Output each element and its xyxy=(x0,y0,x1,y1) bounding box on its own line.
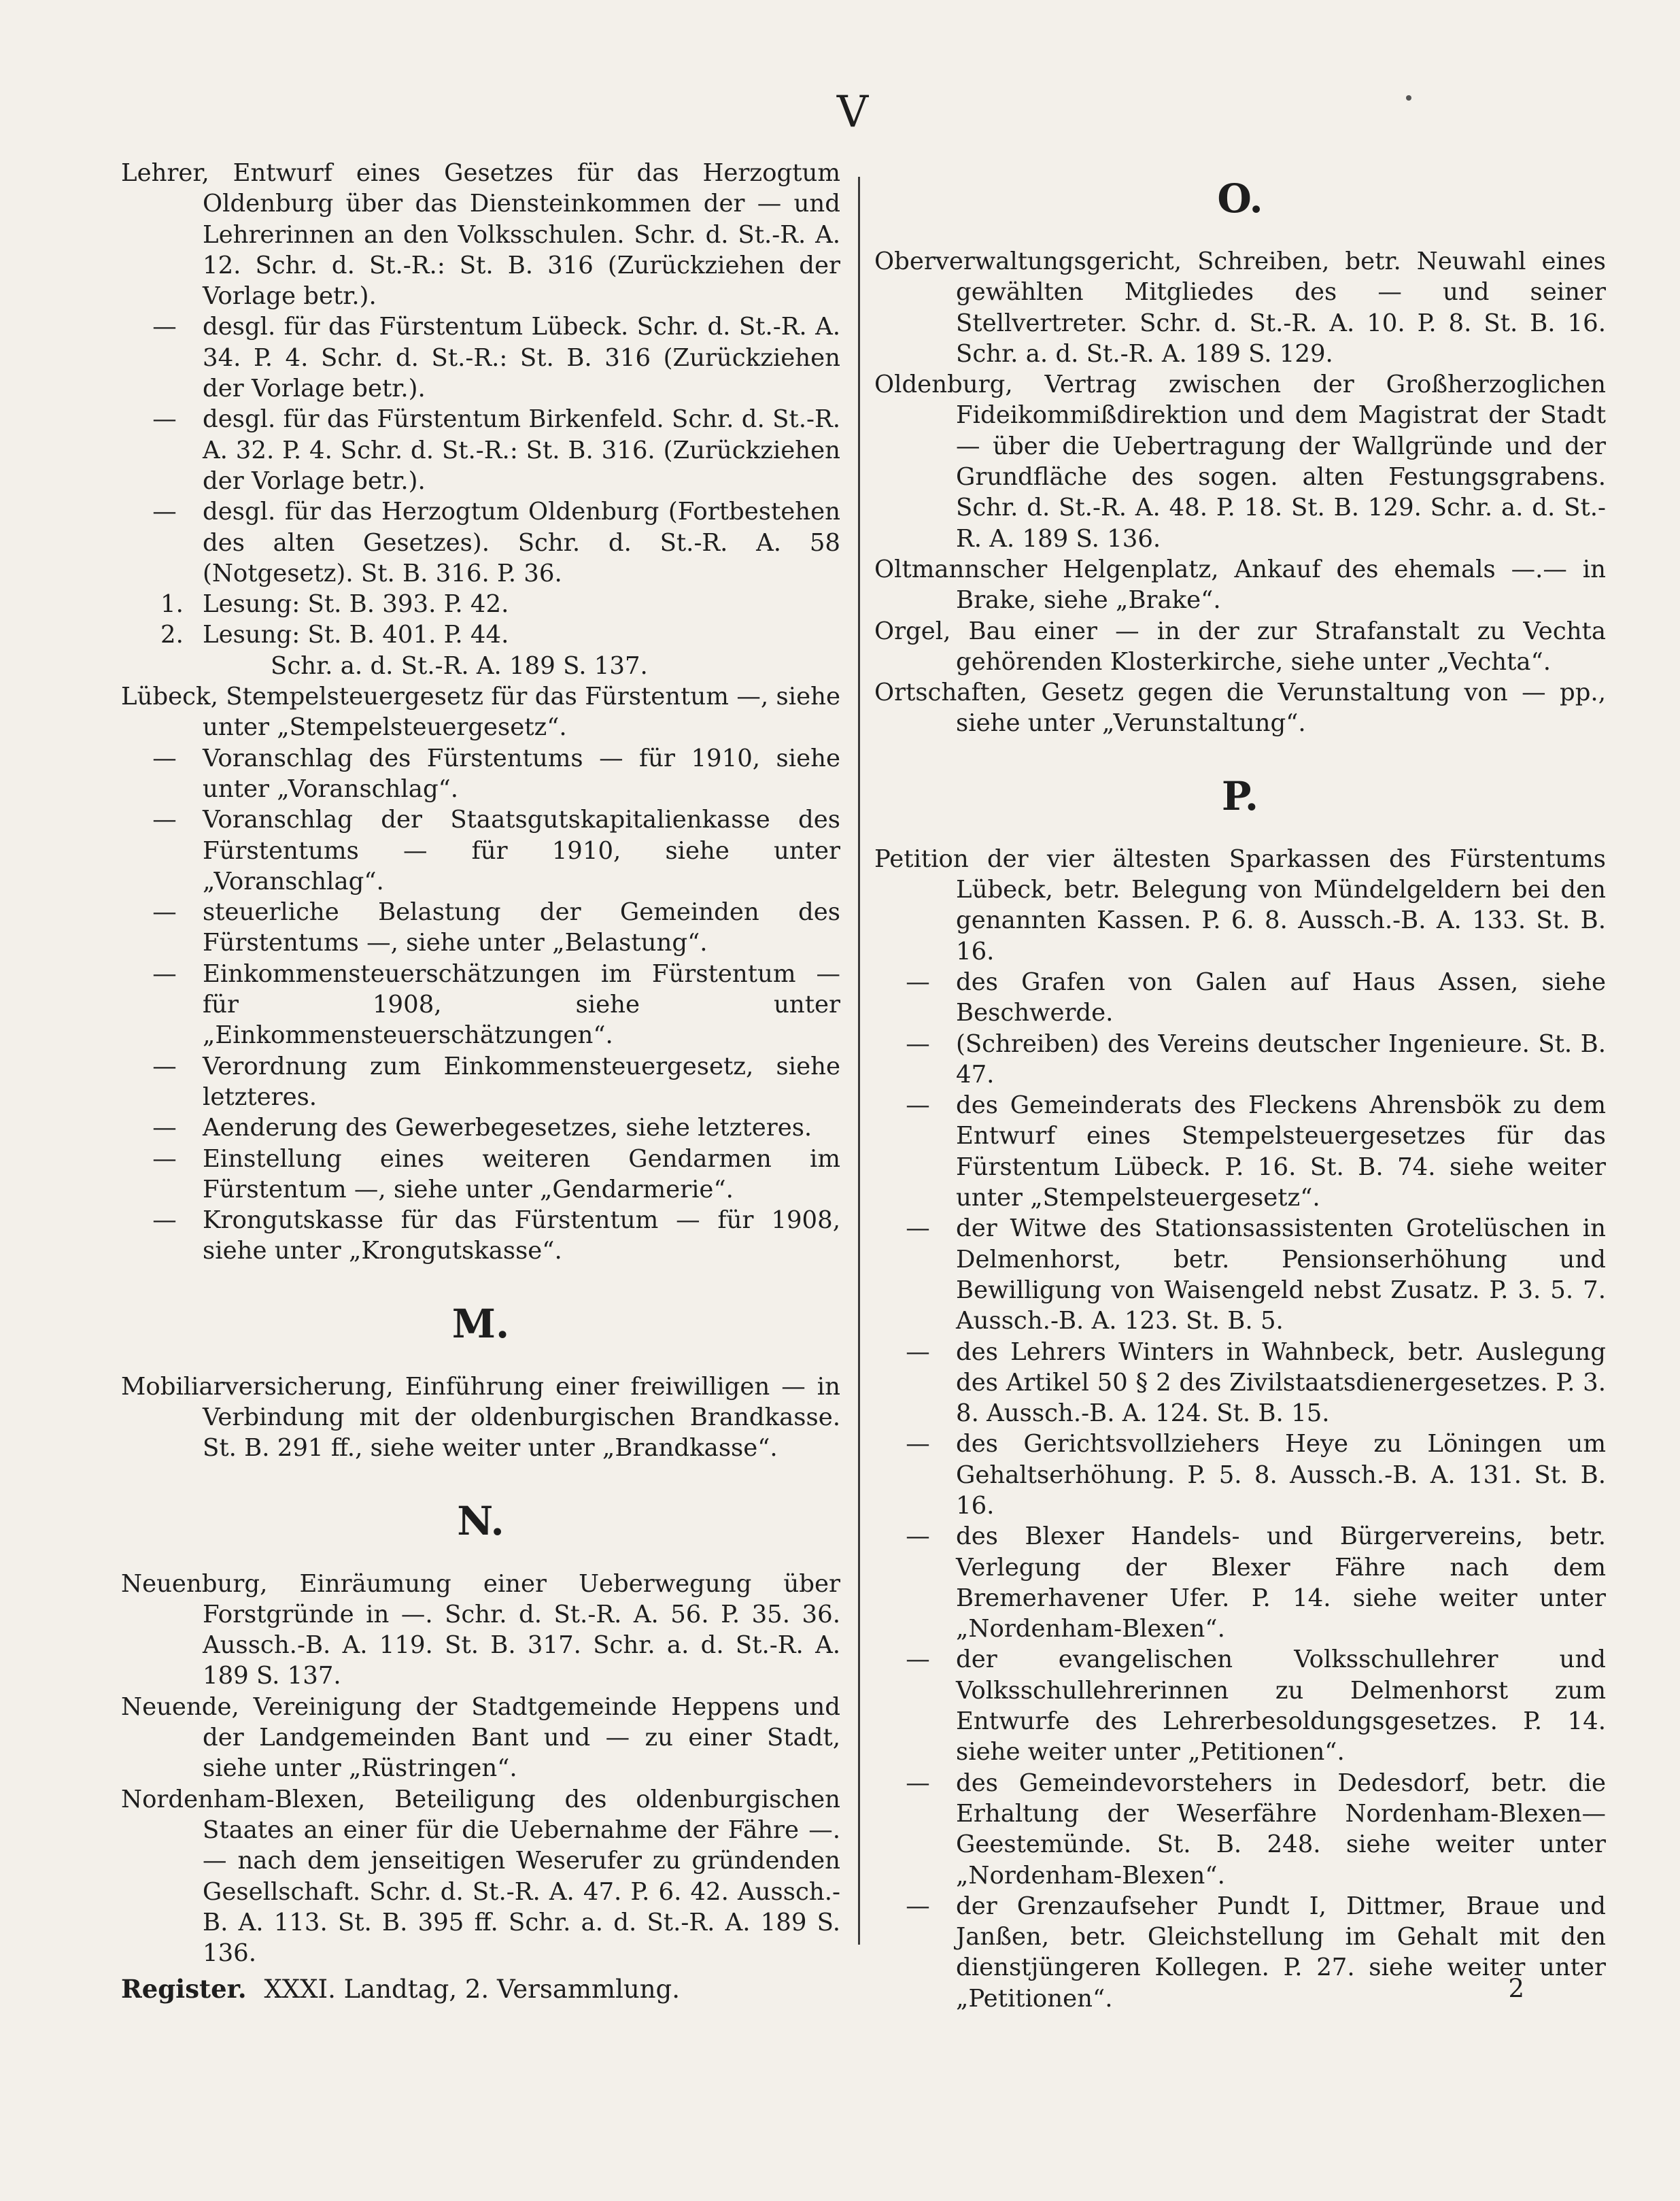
section-letter-n: N. xyxy=(457,1497,504,1544)
right-column xyxy=(874,158,1606,2014)
entry-text: Einkommensteuerschätzungen im Fürstentum — für 1908, siehe unter „Einkommensteuerschätzungen“. xyxy=(203,959,840,1050)
dash-mark: — xyxy=(906,1029,930,1058)
entry-text: (Schreiben) des Vereins deutscher Ingenieure. St. B. 47. xyxy=(956,1029,1606,1089)
entry-text: Verordnung zum Einkommensteuergesetz, siehe letzteres. xyxy=(203,1052,840,1111)
entry-nordenham-blexen: Nordenham-Blexen, Beteiligung des oldenburgischen Staates an einer für die Uebernahme der Fähre —.— nach dem jenseitigen Weserufer zu gründenden Gesellschaft. Schr. d. St.-R. A. 47. P. 6. 42. Aussch.-B. A. 113. St. B. 395 ff. Schr. a. d. St.-R. A. 189 S. 136. xyxy=(121,1785,840,1968)
entry-petition-sub xyxy=(874,1213,1606,1336)
section-letter-p: P. xyxy=(1221,772,1259,819)
footer-volume: XXXI. Landtag, 2. Versammlung. xyxy=(264,1975,681,2004)
entry-text: der Grenzaufseher Pundt I, Dittmer, Braue und Janßen, betr. Gleichstellung im Gehalt mit den dienstjüngeren Kollegen. P. 27. siehe weiter unter „Petitionen“. xyxy=(956,1892,1606,2013)
dash-mark: — xyxy=(152,498,177,526)
dash-mark: — xyxy=(152,1052,177,1080)
entry-lehrer-birkenfeld xyxy=(121,404,840,496)
entry-orgel: Orgel, Bau einer — in der zur Strafanstalt zu Vechta gehörenden Klosterkirche, siehe unter „Vechta“. xyxy=(874,617,1606,676)
footer-register: Register. xyxy=(121,1974,247,2004)
footer-sheet-number: 2 xyxy=(1508,1974,1524,2003)
dash-mark: — xyxy=(152,898,177,927)
entry-text: Voranschlag der Staatsgutskapitalienkasse des Fürstentums — für 1910, siehe unter „Voranschlag“. xyxy=(203,806,840,895)
page-footer xyxy=(121,1972,1606,2007)
dash-mark: — xyxy=(152,1144,177,1173)
section-letter-o: O. xyxy=(1217,175,1263,222)
page-number: V xyxy=(836,87,870,137)
entry-luebeck-sub xyxy=(121,959,840,1051)
dash-mark: — xyxy=(906,1091,930,1120)
entry-ortschaften: Ortschaften, Gesetz gegen die Verunstaltung von — pp., siehe unter „Verunstaltung“. xyxy=(874,679,1606,738)
entry-neuenburg: Neuenburg, Einräumung einer Ueberwegung über Forstgründe in —. Schr. d. St.-R. A. 56. P. 35. 36. Aussch.-B. A. 119. St. B. 317. Schr. a. d. St.-R. A. 189 S. 137. xyxy=(121,1569,840,1690)
entry-petition-sub xyxy=(874,1029,1606,1091)
dash-mark: — xyxy=(152,1114,177,1142)
dash-mark: — xyxy=(152,405,177,434)
entry-luebeck-sub xyxy=(121,1112,840,1143)
left-column xyxy=(121,158,840,1968)
entry-text: des Blexer Handels- und Bürgervereins, betr. Verlegung der Blexer Fähre nach dem Bremerhavener Ufer. P. 14. siehe weiter unter „Nordenham-Blexen“. xyxy=(956,1522,1606,1643)
entry-text: des Gemeinderats des Fleckens Ahrensbök zu dem Entwurf eines Stempelsteuergesetzes für das Fürstentum Lübeck. P. 16. St. B. 74. siehe weiter unter „Stempelsteuergesetz“. xyxy=(956,1091,1606,1212)
lesung-number: 1. xyxy=(160,590,184,619)
dash-mark: — xyxy=(906,1214,930,1243)
dash-mark: — xyxy=(152,1206,177,1235)
entry-petition-sub xyxy=(874,1337,1606,1429)
dash-mark: — xyxy=(906,1522,930,1551)
entry-text: Krongutskasse für das Fürstentum — für 1908, siehe unter „Krongutskasse“. xyxy=(203,1206,840,1265)
lesung-text: Lesung: St. B. 401. P. 44. xyxy=(203,621,509,649)
entry-petition: Petition der vier ältesten Sparkassen des Fürstentums Lübeck, betr. Belegung von Mündelgeldern bei den genannten Kassen. P. 6. 8. Aussch.-B. A. 133. St. B. 16. xyxy=(874,844,1606,966)
dash-mark: — xyxy=(152,959,177,988)
paper-speck xyxy=(1406,95,1411,101)
entry-petition-sub xyxy=(874,1521,1606,1644)
entry-text: desgl. für das Fürstentum Birkenfeld. Schr. d. St.-R. A. 32. P. 4. Schr. d. St.-R.: St. B. 316. (Zurückziehen der Vorlage betr.). xyxy=(203,405,840,495)
lesung-2 xyxy=(121,619,840,650)
entry-text: des Lehrers Winters in Wahnbeck, betr. Auslegung des Artikel 50 § 2 des Zivilstaatsdienergesetzes. P. 3. 8. Aussch.-B. A. 124. St. B. 15. xyxy=(956,1337,1606,1428)
lesung-text: Lesung: St. B. 393. P. 42. xyxy=(203,590,509,619)
entry-neuende: Neuende, Vereinigung der Stadtgemeinde Heppens und der Landgemeinden Bant und — zu einer Stadt, siehe unter „Rüstringen“. xyxy=(121,1692,840,1783)
entry-lehrer-luebeck xyxy=(121,311,840,404)
entry-text: desgl. für das Herzogtum Oldenburg (Fortbestehen des alten Gesetzes). Schr. d. St.-R. A. 58 (Notgesetz). St. B. 316. P. 36. xyxy=(203,498,840,587)
entry-luebeck-sub xyxy=(121,897,840,959)
dash-mark: — xyxy=(906,968,930,996)
entry-oberverwaltungsgericht: Oberverwaltungsgericht, Schreiben, betr. Neuwahl eines gewählten Mitgliedes des — und seiner Stellvertreter. Schr. d. St.-R. A. 10. P. 8. St. B. 16. Schr. a. d. St.-R. A. 189 S. 129. xyxy=(874,248,1606,368)
entry-oltmannscher-helgenplatz: Oltmannscher Helgenplatz, Ankauf des ehemals —.— in Brake, siehe „Brake“. xyxy=(874,555,1606,615)
entry-luebeck-sub xyxy=(121,743,840,805)
entry-text: des Gerichtsvollziehers Heye zu Löningen um Gehaltserhöhung. P. 5. 8. Aussch.-B. A. 131. St. B. 16. xyxy=(956,1430,1606,1520)
entry-lehrer-oldenburg xyxy=(121,496,840,589)
dash-mark: — xyxy=(906,1645,930,1674)
entry-luebeck: Lübeck, Stempelsteuergesetz für das Fürstentum —, siehe unter „Stempelsteuergesetz“. xyxy=(121,683,840,742)
entry-text: Einstellung eines weiteren Gendarmen im Fürstentum —, siehe unter „Gendarmerie“. xyxy=(203,1144,840,1204)
dash-mark: — xyxy=(906,1769,930,1797)
entry-petition-sub xyxy=(874,1644,1606,1767)
entry-oldenburg: Oldenburg, Vertrag zwischen der Großherzoglichen Fideikommißdirektion und dem Magistrat der Stadt — über die Uebertragung der Wallgründe und der Grundfläche des sogen. alten Festungsgrabens. Schr. d. St.-R. A. 48. P. 18. St. B. 129. Schr. a. d. St.-R. A. 189 S. 136. xyxy=(874,371,1606,553)
entry-luebeck-sub xyxy=(121,1144,840,1206)
lesung-number: 2. xyxy=(160,621,184,649)
entry-petition-sub xyxy=(874,1768,1606,1891)
entry-text: der Witwe des Stationsassistenten Grotelüschen in Delmenhorst, betr. Pensionserhöhung und Bewilligung von Waisengeld nebst Zusatz. P. 3. 5. 7. Aussch.-B. A. 123. St. B. 5. xyxy=(956,1214,1606,1335)
entry-lehrer: Lehrer, Entwurf eines Gesetzes für das Herzogtum Oldenburg über das Diensteinkommen der — und Lehrerinnen an den Volksschulen. Schr. d. St.-R. A. 12. Schr. d. St.-R.: St. B. 316 (Zurückziehen der Vorlage betr.). xyxy=(121,159,840,311)
lesung-1 xyxy=(121,589,840,619)
lehrer-schr: Schr. a. d. St.-R. A. 189 S. 137. xyxy=(271,651,648,680)
dash-mark: — xyxy=(906,1430,930,1458)
entry-text: Voranschlag des Fürstentums — für 1910, siehe unter „Voranschlag“. xyxy=(203,744,840,803)
entry-luebeck-sub xyxy=(121,1205,840,1267)
entry-mobiliarversicherung: Mobiliarversicherung, Einführung einer freiwilligen — in Verbindung mit der oldenburgischen Brandkasse. St. B. 291 ff., siehe weiter unter „Brandkasse“. xyxy=(121,1372,840,1463)
entry-petition-sub xyxy=(874,1429,1606,1521)
entry-petition-sub xyxy=(874,967,1606,1029)
column-rule xyxy=(858,177,860,1945)
entry-text: Aenderung des Gewerbegesetzes, siehe letzteres. xyxy=(203,1114,812,1142)
entry-luebeck-sub xyxy=(121,804,840,897)
entry-text: der evangelischen Volksschullehrer und Volksschullehrerinnen zu Delmenhorst zum Entwurfe des Lehrerbesoldungsgesetzes. P. 14. siehe weiter unter „Petitionen“. xyxy=(956,1645,1606,1767)
entry-text: des Grafen von Galen auf Haus Assen, siehe Beschwerde. xyxy=(956,968,1606,1027)
dash-mark: — xyxy=(152,744,177,772)
entry-petition-sub xyxy=(874,1090,1606,1213)
entry-text: steuerliche Belastung der Gemeinden des Fürstentums —, siehe unter „Belastung“. xyxy=(203,898,840,957)
entry-luebeck-sub xyxy=(121,1051,840,1113)
entry-text: des Gemeindevorstehers in Dedesdorf, betr. die Erhaltung der Weserfähre Nordenham-Blexen—Geestemünde. St. B. 248. siehe weiter unter „Nordenham-Blexen“. xyxy=(956,1769,1606,1890)
dash-mark: — xyxy=(152,313,177,341)
dash-mark: — xyxy=(906,1337,930,1366)
dash-mark: — xyxy=(906,1892,930,1920)
dash-mark: — xyxy=(152,806,177,834)
section-letter-m: M. xyxy=(451,1300,510,1347)
entry-text: desgl. für das Fürstentum Lübeck. Schr. d. St.-R. A. 34. P. 4. Schr. d. St.-R.: St. B. 316 (Zurückziehen der Vorlage betr.). xyxy=(203,313,840,403)
